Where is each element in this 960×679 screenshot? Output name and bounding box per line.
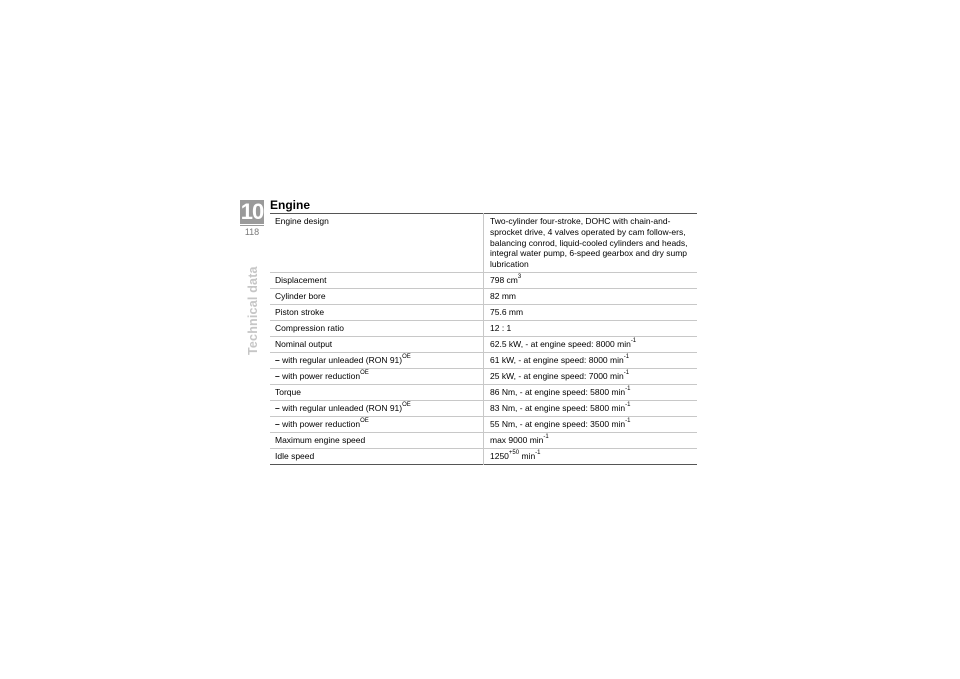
spec-value-cell bbox=[484, 336, 698, 352]
table-row bbox=[270, 336, 697, 352]
spec-label-cell bbox=[270, 432, 484, 448]
table-row bbox=[270, 288, 697, 304]
spec-value: 798 cm bbox=[490, 274, 518, 285]
spec-value: 75.6 mm bbox=[490, 306, 524, 317]
option-marker: OE bbox=[360, 418, 369, 425]
spec-label-cell bbox=[270, 272, 484, 288]
spec-label-cell bbox=[270, 336, 484, 352]
spec-label: Displacement bbox=[275, 274, 327, 285]
spec-label-cell bbox=[270, 448, 484, 464]
table-row bbox=[270, 352, 697, 368]
spec-value: Two-cylinder four-stroke, DOHC with chain-and-sprocket drive, 4 valves operated by cam follow-ers, balancing conrod, liquid-cooled cylinders and heads, integral water pump, 6-speed gearbox and dry sump lubrication bbox=[490, 216, 688, 270]
spec-label: with power reduction bbox=[282, 418, 361, 429]
unit-exponent: 3 bbox=[517, 274, 522, 281]
option-marker: OE bbox=[402, 354, 411, 361]
spec-value-cell bbox=[484, 432, 698, 448]
spec-label-cell bbox=[270, 352, 484, 368]
spec-label: Compression ratio bbox=[275, 322, 344, 333]
sub-item-dash: – bbox=[275, 418, 280, 429]
spec-label: Torque bbox=[275, 386, 301, 397]
spec-label: Piston stroke bbox=[275, 306, 325, 317]
unit-exponent: -1 bbox=[623, 354, 630, 361]
unit-exponent: -1 bbox=[623, 370, 630, 377]
spec-label-cell bbox=[270, 304, 484, 320]
spec-value-cell bbox=[484, 448, 698, 464]
spec-label-cell bbox=[270, 214, 484, 273]
spec-value-cell bbox=[484, 214, 698, 273]
unit-exponent: -1 bbox=[625, 386, 631, 393]
spec-label-cell bbox=[270, 400, 484, 416]
page-number: 118 bbox=[244, 227, 260, 237]
spec-value: 62.5 kW, - at engine speed: 8000 min bbox=[490, 338, 631, 349]
spec-value-unit: min bbox=[519, 450, 536, 461]
table-row bbox=[270, 416, 697, 432]
unit-exponent: +50 bbox=[508, 450, 520, 457]
table-row bbox=[270, 448, 697, 464]
sub-item-dash: – bbox=[275, 354, 280, 365]
spec-value: 55 Nm, - at engine speed: 3500 min bbox=[490, 418, 626, 429]
option-marker: OE bbox=[360, 370, 369, 377]
section-label-vertical bbox=[246, 266, 260, 355]
spec-label-cell bbox=[270, 384, 484, 400]
engine-spec-table bbox=[270, 213, 697, 465]
table-row bbox=[270, 214, 697, 273]
table-row bbox=[270, 384, 697, 400]
spec-label: with regular unleaded (RON 91) bbox=[282, 354, 403, 365]
spec-value-cell bbox=[484, 368, 698, 384]
chapter-divider bbox=[240, 225, 264, 226]
spec-value: 12 : 1 bbox=[490, 322, 512, 333]
spec-label: Maximum engine speed bbox=[275, 434, 366, 445]
table-row bbox=[270, 368, 697, 384]
spec-value: 61 kW, - at engine speed: 8000 min bbox=[490, 354, 624, 365]
unit-exponent: -1 bbox=[630, 338, 637, 345]
table-row bbox=[270, 432, 697, 448]
spec-value: 25 kW, - at engine speed: 7000 min bbox=[490, 370, 624, 381]
table-row bbox=[270, 320, 697, 336]
spec-label-cell bbox=[270, 288, 484, 304]
spec-label-cell bbox=[270, 320, 484, 336]
spec-value-cell bbox=[484, 416, 698, 432]
unit-exponent: -1 bbox=[543, 434, 549, 441]
spec-label: Cylinder bore bbox=[275, 290, 326, 301]
spec-value: max 9000 min bbox=[490, 434, 544, 445]
spec-value-cell bbox=[484, 304, 698, 320]
unit-exponent: -1 bbox=[625, 418, 631, 425]
chapter-number-badge: 10 bbox=[240, 199, 264, 224]
sub-item-dash: – bbox=[275, 402, 280, 413]
unit-exponent: -1 bbox=[625, 402, 631, 409]
section-label: Technical data bbox=[246, 266, 260, 355]
table-row bbox=[270, 272, 697, 288]
spec-value-cell bbox=[484, 272, 698, 288]
spec-value-cell bbox=[484, 352, 698, 368]
spec-label: Engine design bbox=[275, 216, 329, 226]
option-marker: OE bbox=[402, 402, 411, 409]
spec-value-cell bbox=[484, 320, 698, 336]
section-title: Engine bbox=[270, 198, 311, 212]
unit-exponent: -1 bbox=[535, 450, 541, 457]
table-row bbox=[270, 400, 697, 416]
spec-label: Idle speed bbox=[275, 450, 315, 461]
spec-label: Nominal output bbox=[275, 338, 333, 349]
spec-value: 1250 bbox=[490, 450, 509, 461]
spec-value: 82 mm bbox=[490, 290, 516, 301]
table-row bbox=[270, 304, 697, 320]
spec-value-cell bbox=[484, 288, 698, 304]
spec-label: with regular unleaded (RON 91) bbox=[282, 402, 403, 413]
spec-value-cell bbox=[484, 400, 698, 416]
spec-value: 86 Nm, - at engine speed: 5800 min bbox=[490, 386, 626, 397]
spec-value-cell bbox=[484, 384, 698, 400]
spec-label-cell bbox=[270, 416, 484, 432]
spec-value: 83 Nm, - at engine speed: 5800 min bbox=[490, 402, 626, 413]
spec-label: with power reduction bbox=[282, 370, 361, 381]
sub-item-dash: – bbox=[275, 370, 280, 381]
spec-label-cell bbox=[270, 368, 484, 384]
